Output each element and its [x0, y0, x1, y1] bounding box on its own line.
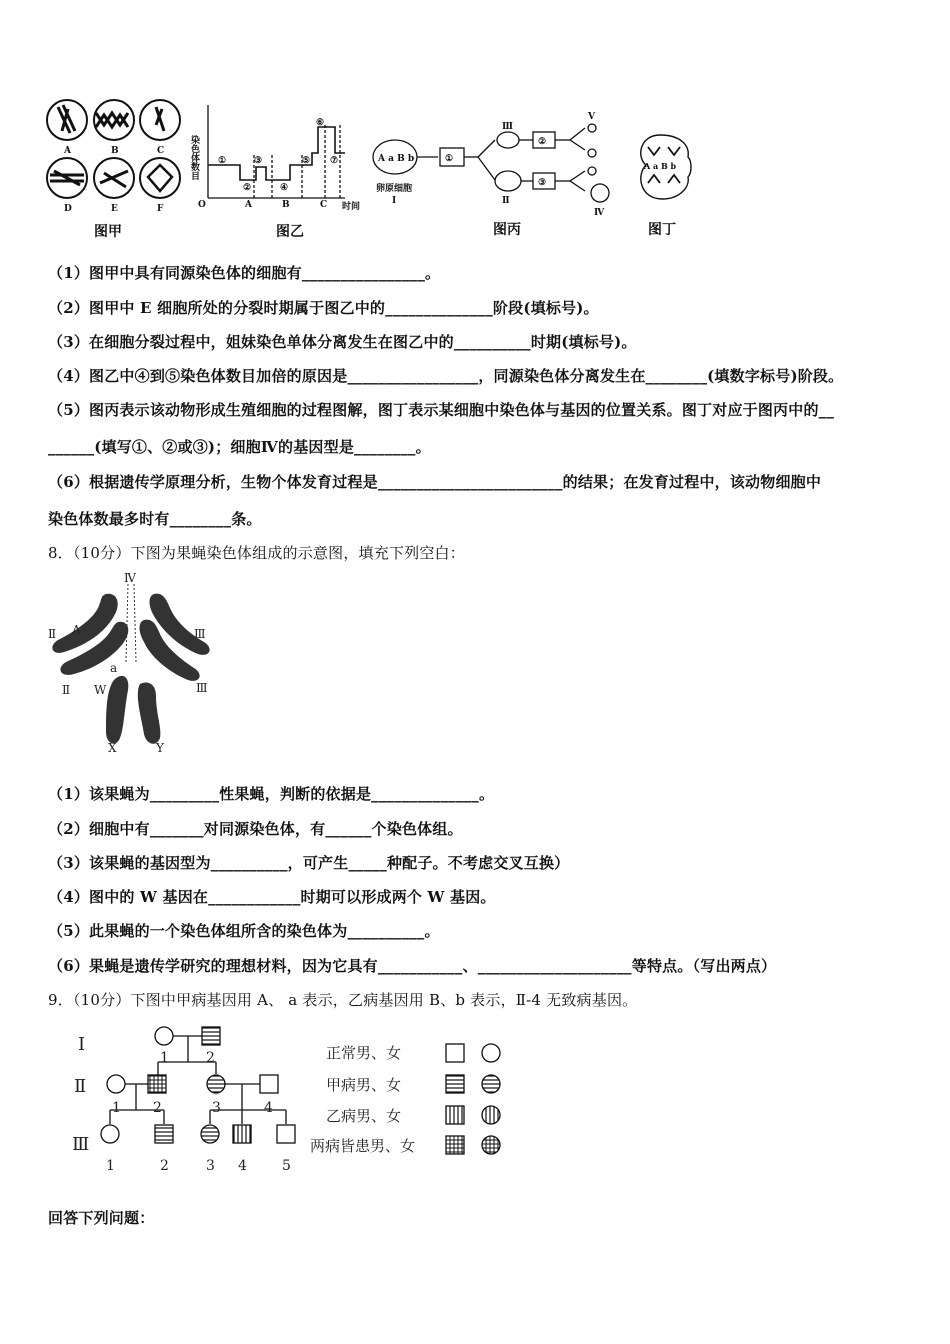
chromosome-y [138, 683, 161, 744]
yi-xlabel: 时间 [342, 202, 361, 212]
pedigree-figure [60, 1022, 510, 1182]
bing-roman-4: Ⅳ [594, 208, 605, 218]
bing-roman-5: Ⅴ [588, 112, 595, 122]
generation-i: Ⅰ [78, 1034, 86, 1055]
bing-step-2: ② [538, 137, 547, 147]
num-ii-2: 2 [153, 1100, 162, 1116]
legend-normal: 正常男、女 [326, 1044, 402, 1062]
i-1-female [155, 1027, 173, 1045]
figure-top-row [40, 95, 700, 245]
num-ii-4: 4 [264, 1100, 273, 1116]
fruitfly-chromosome-figure [44, 572, 224, 757]
yi-stage-4: ④ [280, 183, 289, 193]
label-iii-top: Ⅲ [194, 627, 206, 641]
yi-origin: O [198, 200, 206, 210]
label-ii-top: Ⅱ [48, 627, 57, 641]
i-2-male [202, 1027, 220, 1045]
q7-item-6-cont: 染色体数最多时有________条。 [48, 510, 262, 528]
ii-2-male [148, 1075, 166, 1093]
label-a-upper: A [72, 623, 81, 637]
label-x: X [108, 741, 117, 755]
num-i-2: 2 [206, 1050, 215, 1066]
bing-step-3: ③ [538, 178, 547, 188]
q7-item-4: （4）图乙中④到⑤染色体数目加倍的原因是_________________，同源染色体分离发生在________(填数字标号)阶段。 [48, 367, 844, 385]
q8-item-5: （5）此果蝇的一个染色体组所含的染色体为__________。 [48, 922, 440, 940]
jia-label-b: B [111, 146, 119, 156]
q9-tail: 回答下列问题： [48, 1209, 155, 1227]
q8-item-3: （3）该果蝇的基因型为__________，可产生_____种配子。不考虑交叉互换） [48, 854, 570, 872]
generation-ii: Ⅱ [74, 1076, 87, 1097]
ii-4-male [260, 1075, 278, 1093]
yi-stage-1: ① [218, 156, 227, 166]
yi-seg-c: C [320, 200, 328, 210]
label-iii-bot: Ⅲ [196, 681, 208, 695]
num-ii-3: 3 [212, 1100, 221, 1116]
label-y: Y [156, 741, 164, 755]
num-ii-1: 1 [112, 1100, 121, 1116]
generation-iii: Ⅲ [72, 1134, 90, 1155]
jia-label-e: E [111, 204, 118, 214]
yi-stage-5: ⑤ [302, 156, 311, 166]
bing-roman-2: Ⅱ [502, 196, 510, 206]
yi-seg-a: A [245, 200, 252, 210]
q8-heading: 8．（10分）下图为果蝇染色体组成的示意图，填充下列空白： [48, 544, 465, 562]
label-w: W [94, 683, 107, 697]
q8-item-2: （2）细胞中有_______对同源染色体，有______个染色体组。 [48, 820, 463, 838]
q7-item-3: （3）在细胞分裂过程中，姐妹染色单体分离发生在图乙中的__________时期(填标号)。 [48, 333, 637, 351]
num-iii-2: 2 [160, 1158, 169, 1174]
bing-genes: A a B b [378, 154, 415, 164]
ii-3-female [207, 1075, 225, 1093]
q7-item-5: （5）图丙表示该动物形成生殖细胞的过程图解，图丁表示某细胞中染色体与基因的位置关系。图丁对应于图丙中的__ [48, 401, 835, 419]
iii-4-male [233, 1125, 251, 1143]
jia-label-c: C [157, 146, 165, 156]
bing-roman-1: Ⅰ [392, 196, 397, 206]
caption-jia: 图甲 [94, 224, 122, 240]
yi-stage-3: ③ [254, 156, 263, 166]
label-ii-bot: Ⅱ [62, 683, 71, 697]
q8-item-1: （1）该果蝇为_________性果蝇，判断的依据是______________。 [48, 785, 495, 803]
q7-item-5-cont: ______(填写①、②或③)；细胞Ⅳ的基因型是________。 [48, 438, 431, 456]
label-iv: Ⅳ [124, 572, 136, 585]
iii-1-female [101, 1125, 119, 1143]
yi-stage-7: ⑦ [330, 156, 339, 166]
num-iii-3: 3 [206, 1158, 215, 1174]
yi-stage-2: ② [243, 183, 252, 193]
caption-yi: 图乙 [276, 224, 304, 240]
chromosome-x [106, 676, 128, 744]
q7-item-6: （6）根据遗传学原理分析，生物个体发育过程是________________________的结果；在发育过程中，该动物细胞中 [48, 473, 822, 491]
legend-both: 两病皆患男、女 [310, 1137, 416, 1155]
bing-cell-label: 卵原细胞 [376, 184, 413, 194]
num-i-1: 1 [160, 1050, 169, 1066]
legend-jia: 甲病男、女 [326, 1076, 402, 1094]
q7-item-2: （2）图甲中 E 细胞所处的分裂时期属于图乙中的______________阶段(填标号)。 [48, 299, 599, 317]
label-a-lower: a [110, 661, 118, 675]
yi-stage-6: ⑥ [316, 118, 325, 128]
iii-5-male [277, 1125, 295, 1143]
q8-item-4: （4）图中的 W 基因在____________时期可以形成两个 W 基因。 [48, 888, 496, 906]
num-iii-5: 5 [282, 1158, 291, 1174]
caption-ding: 图丁 [648, 222, 676, 238]
bing-roman-3: Ⅲ [502, 122, 513, 132]
jia-label-f: F [157, 204, 164, 214]
ii-1-female [107, 1075, 125, 1093]
bing-step-1: ① [445, 154, 454, 164]
num-iii-4: 4 [238, 1158, 247, 1174]
num-iii-1: 1 [106, 1158, 115, 1174]
fig-yi [208, 105, 345, 198]
q7-item-1: （1）图甲中具有同源染色体的细胞有________________。 [48, 264, 441, 282]
legend-yi: 乙病男、女 [326, 1107, 402, 1125]
q8-item-6: （6）果蝇是遗传学研究的理想材料，因为它具有___________、____________________等特点。（写出两点） [48, 957, 777, 975]
jia-label-d: D [64, 204, 72, 214]
q9-heading: 9．（10分）下图中甲病基因用 A、 a 表示，乙病基因用 B、b 表示，Ⅱ-4 无致病基因。 [48, 991, 638, 1009]
caption-bing: 图丙 [493, 222, 521, 238]
jia-label-a: A [64, 146, 71, 156]
iii-3-female [201, 1125, 219, 1143]
yi-ylabel: 染色体数目 [189, 135, 199, 180]
ding-genes: A a B b [644, 161, 677, 171]
yi-seg-b: B [282, 200, 290, 210]
iii-2-male [155, 1125, 173, 1143]
